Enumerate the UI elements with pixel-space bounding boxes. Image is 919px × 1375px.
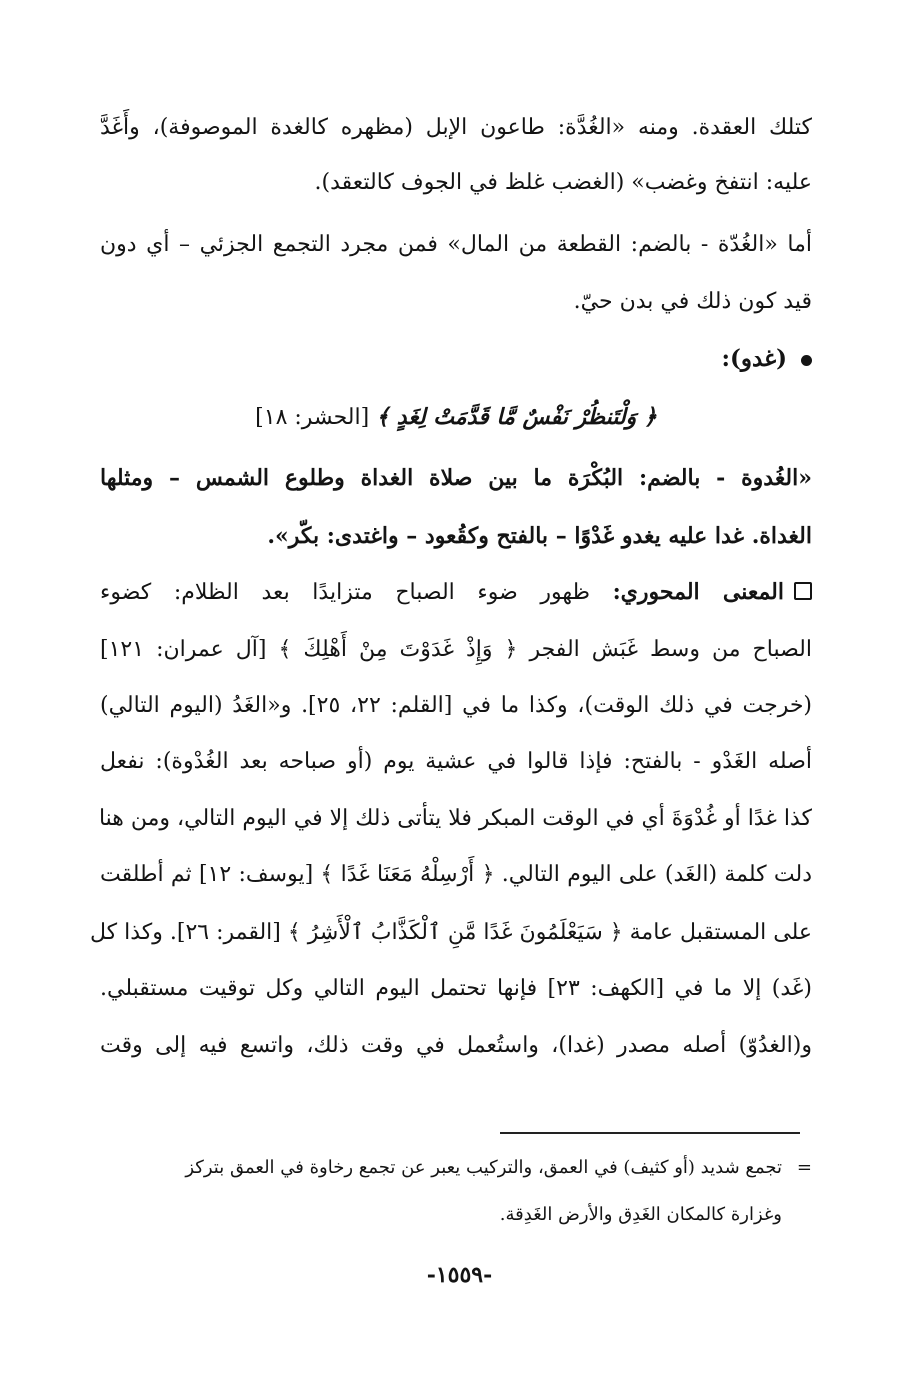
footnote-text: وغزارة كالمكان الغَدِق والأرض الغَدِقة. — [499, 1204, 782, 1225]
core-meaning-text: ظهور ضوء الصباح متزايدًا بعد الظلام: كضوء — [100, 580, 590, 605]
footnote-line — [100, 1154, 812, 1182]
core-meaning-line: على المستقبل عامة ﴿ سَيَعْلَمُونَ غَدًا مَّنِ ٱلْكَذَّابُ ٱلْأَشِرُ ﴾ [القمر: ٢٦]. وكذا كل — [89, 920, 812, 945]
footnote-text: تجمع شديد (أو كثيف) في العمق، والتركيب يعبر عن تجمع رخاوة في العمق بتركز — [185, 1157, 782, 1178]
section-heading-text: (غدو): — [721, 345, 787, 372]
section-heading — [100, 343, 812, 375]
core-meaning-line: أصله الغَدْو - بالفتح: فإذا قالوا في عشية يوم (أو صباحه بعد الغُدْوة): نفعل — [100, 749, 812, 774]
core-meaning-line: و(الغدُوّ) أصله مصدر (غدا)، واستُعمل في وقت ذلك، واتسع فيه إلى وقت — [100, 1033, 812, 1058]
core-meaning-line: (خرجت في ذلك الوقت)، وكذا ما في [القلم: ٢٢، ٢٥]. و«الغَدُ (اليوم التالي) — [100, 693, 813, 718]
verse-line — [100, 401, 812, 434]
footnote-marker: = — [796, 1157, 812, 1178]
page-number: -١٥٥٩- — [426, 1262, 493, 1288]
footnote-separator — [500, 1132, 800, 1134]
body-line: كتلك العقدة. ومنه «الغُدَّة: طاعون الإبل (مظهره كالغدة الموصوفة)، وأَغَدَّ — [100, 115, 812, 140]
square-box-icon — [794, 582, 812, 600]
core-meaning-line: دلت كلمة (الغَد) على اليوم التالي. ﴿ أَرْسِلْهُ مَعَنَا غَدًا ﴾ [يوسف: ١٢] ثم أطلقت — [100, 862, 812, 887]
footnote-line — [100, 1201, 812, 1229]
body-line: أما «الغُدّة - بالضم: القطعة من المال» فمن مجرد التجمع الجزئي – أي دون — [100, 232, 812, 257]
definition-line: «الغُدوة - بالضم: البُكْرَة ما بين صلاة الغداة وطلوع الشمس – ومثلها — [100, 465, 812, 491]
core-meaning-label: المعنى المحوري: — [612, 579, 784, 605]
body-line: قيد كون ذلك في بدن حيّ. — [573, 289, 812, 314]
core-meaning-line: الصباح من وسط غَبَش الفجر ﴿ وَإِذْ غَدَوْتَ مِنْ أَهْلِكَ ﴾ [آل عمران: ١٢١] — [100, 637, 812, 662]
core-meaning-first-line — [100, 576, 812, 609]
body-line: عليه: انتفخ وغضب» (الغضب غلظ في الجوف كالتعقد). — [314, 170, 812, 195]
core-meaning-line: (غَد) إلا ما في [الكهف: ٢٣] فإنها تحتمل اليوم التالي وكل توقيت مستقبلي. — [100, 976, 813, 1001]
verse-reference: [الحشر: ١٨] — [255, 405, 370, 430]
bullet-icon — [801, 355, 812, 366]
verse-text: ﴿ وَلْتَنظُرْ نَفْسٌ مَّا قَدَّمَتْ لِغَدٍ ﴾ — [376, 404, 657, 430]
definition-line: الغداة. غدا عليه يغدو غَدْوًا – بالفتح وكقُعود – واغتدى: بكّر». — [267, 523, 812, 549]
core-meaning-line: كذا غدًا أو غُدْوَةَ أي في الوقت المبكر فلا يتأتى ذلك إلا في اليوم التالي، ومن هنا — [98, 806, 812, 831]
